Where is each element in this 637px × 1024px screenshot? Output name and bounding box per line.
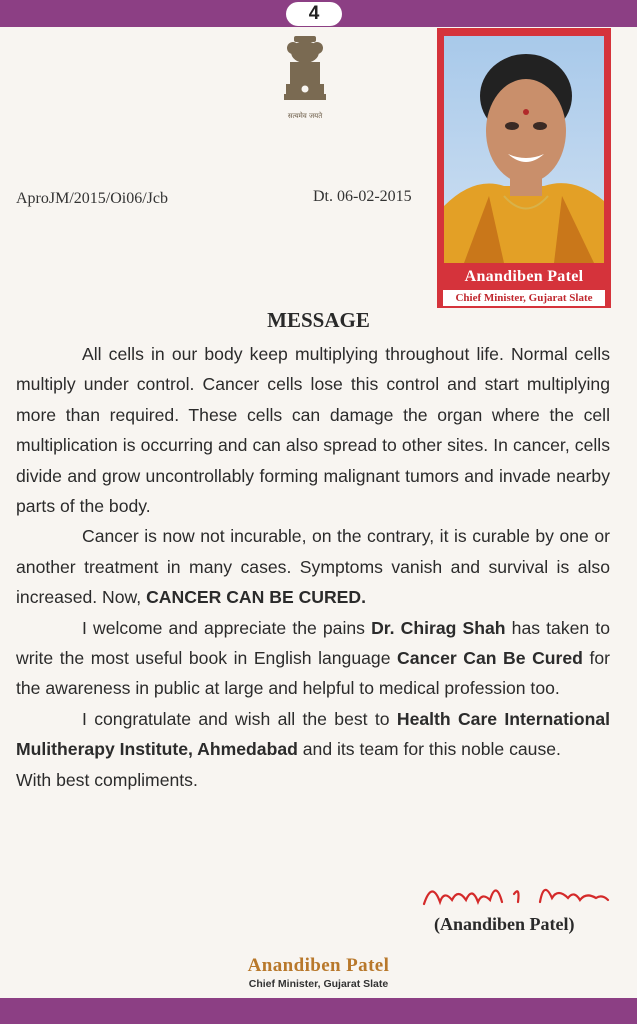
author-name: Dr. Chirag Shah — [371, 617, 506, 638]
portrait-card — [437, 28, 611, 308]
emblem-motto: सत्यमेव जयते — [287, 112, 323, 120]
paragraph-1 — [16, 339, 610, 521]
paragraph-2-text: Cancer is now not incurable, on the contrary, it is curable by one or another treatment in many cases. Symptoms vanish and survival is also increased. Now, — [16, 526, 610, 608]
paragraph-4 — [16, 704, 610, 765]
paragraph-3 — [16, 613, 610, 704]
reference-number: AproJM/2015/Oi06/Jcb — [16, 190, 168, 207]
signatory-name: (Anandiben Patel) — [434, 914, 575, 934]
letter-date: Dt. 06-02-2015 — [313, 188, 412, 205]
paragraph-3-text-c: for the awareness in public at large and helpful to medical profession too. — [16, 648, 611, 699]
portrait-title: Chief Minister, Gujarat Slate — [443, 290, 605, 306]
portrait-name: Anandiben Patel — [464, 268, 584, 285]
message-body — [16, 339, 610, 795]
paragraph-4-text-b: and its team for this noble cause. — [297, 739, 561, 760]
national-emblem-icon — [276, 32, 334, 124]
paragraph-1-text: All cells in our body keep multiplying throughout life. Normal cells multiply under control. Cancer cells lose this control and start multiplying more than required. These cells can damage the organ where the cell multiplication is occurring and can also spread to other sites. In cancer, cells divide and grow uncontrollably forming malignant tumors and invade nearby parts of the body. — [16, 344, 610, 517]
footer-name: Anandiben Patel — [247, 955, 390, 976]
paragraph-4-text-a: I congratulate and wish all the best to — [82, 708, 397, 729]
paragraph-3-text-a: I welcome and appreciate the pains — [82, 617, 372, 638]
handwritten-signature — [418, 874, 618, 914]
page-number: 4 — [286, 2, 342, 26]
footer-title: Chief Minister, Gujarat Slate — [248, 978, 389, 990]
paragraph-3-text-b: has taken to write the most useful book in English language — [16, 617, 610, 669]
closing-line: With best compliments. — [16, 769, 198, 790]
paragraph-2-emphasis: CANCER CAN BE CURED. — [146, 587, 367, 608]
institute-name: Health Care International Mulitherapy Institute, Ahmedabad — [16, 708, 610, 760]
bottom-band — [0, 998, 637, 1024]
paragraph-2 — [16, 521, 610, 612]
book-title: Cancer Can Be Cured — [397, 648, 583, 669]
message-heading: MESSAGE — [267, 308, 370, 332]
portrait-photo — [444, 36, 604, 263]
